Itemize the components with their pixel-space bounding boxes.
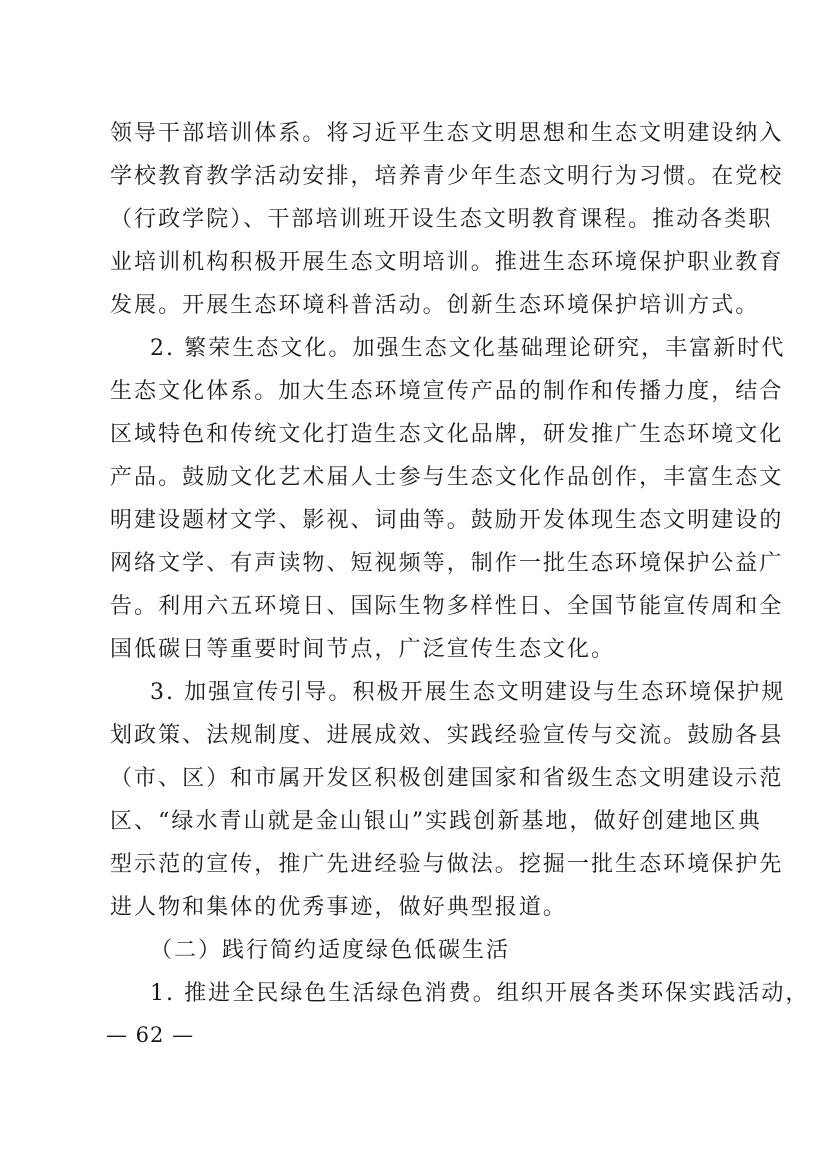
body-text-line: 产品。鼓励文化艺术届人士参与生态文化作品创作，丰富生态文 xyxy=(110,465,784,490)
section-paragraph-start: 2. 繁荣生态文化。加强生态文化基础理论研究，丰富新时代 xyxy=(150,336,786,361)
body-text-line: 明建设题材文学、影视、词曲等。鼓励开发体现生态文明建设的 xyxy=(110,508,784,533)
body-text-line: 告。利用六五环境日、国际生物多样性日、全国节能宣传周和全 xyxy=(110,594,784,619)
body-text-line: 区、“绿水青山就是金山银山”实践创新基地，做好创建地区典 xyxy=(110,809,762,834)
section-heading: （二）践行简约适度绿色低碳生活 xyxy=(150,938,511,963)
body-text-line: （市、区）和市属开发区积极创建国家和省级生态文明建设示范 xyxy=(110,766,784,791)
body-text-line: 网络文学、有声读物、短视频等，制作一批生态环境保护公益广 xyxy=(110,551,784,576)
body-text-line: 划政策、法规制度、进展成效、实践经验宣传与交流。鼓励各县 xyxy=(110,723,784,748)
section-paragraph-start: 3. 加强宣传引导。积极开展生态文明建设与生态环境保护规 xyxy=(150,680,786,705)
body-text-line: 生态文化体系。加大生态环境宣传产品的制作和传播力度，结合 xyxy=(110,379,784,404)
body-text-line: 区域特色和传统文化打造生态文化品牌，研发推广生态环境文化 xyxy=(110,422,784,447)
body-text-line: 国低碳日等重要时间节点，广泛宣传生态文化。 xyxy=(110,637,616,662)
body-text-line: 业培训机构积极开展生态文明培训。推进生态环境保护职业教育 xyxy=(110,250,784,275)
body-text-line: 学校教育教学活动安排，培养青少年生态文明行为习惯。在党校 xyxy=(110,164,784,189)
page-number: — 62 — xyxy=(106,1023,195,1047)
body-text-line: 领导干部培训体系。将习近平生态文明思想和生态文明建设纳入 xyxy=(110,121,784,146)
section-paragraph-start: 1. 推进全民绿色生活绿色消费。组织开展各类环保实践活动， xyxy=(150,981,810,1006)
body-text-line: 进人物和集体的优秀事迹，做好典型报道。 xyxy=(110,895,567,920)
body-text-line: 发展。开展生态环境科普活动。创新生态环境保护培训方式。 xyxy=(110,293,760,318)
body-text-line: 型示范的宣传，推广先进经验与做法。挖掘一批生态环境保护先 xyxy=(110,852,784,877)
body-text-line: （行政学院）、干部培训班开设生态文明教育课程。推动各类职 xyxy=(110,207,773,232)
